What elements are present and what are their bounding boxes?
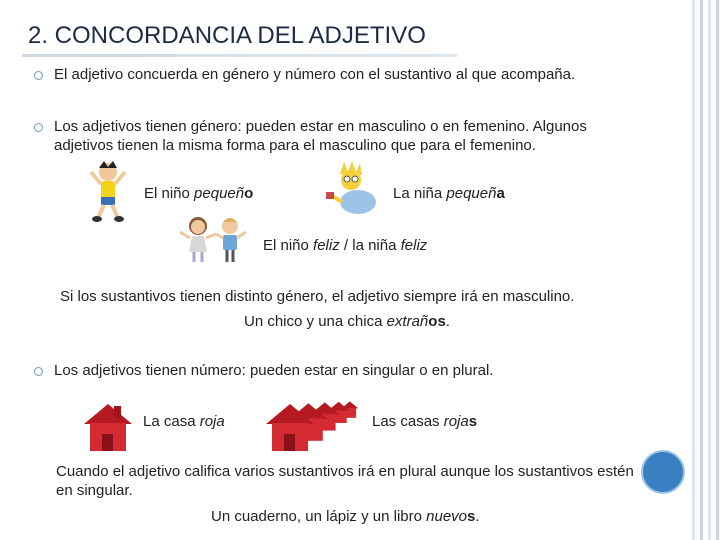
adjective-stem: roja: [443, 413, 469, 430]
rule-gender-mixed: Si los sustantivos tienen distinto género, el adjetivo siempre irá en masculino.: [60, 288, 575, 305]
adjective-stem: pequeñ: [194, 185, 245, 202]
bullet-text-2-line2: adjetivos tienen la misma forma para el masculino que para el femenino.: [54, 137, 536, 154]
red-houses-image: [262, 394, 366, 456]
title-underline: [22, 54, 457, 57]
example-text: La casa: [143, 413, 200, 430]
example-extranos: [244, 312, 450, 331]
rule-number-multiple-line1: Cuando el adjetivo califica varios sustantivos irá en plural aunque los sustantivos estén: [56, 463, 634, 480]
adjective-ending: os: [428, 313, 446, 330]
example-text: La niña: [393, 185, 447, 202]
example-nina-pequena: [393, 184, 505, 203]
example-text: .: [475, 508, 480, 525]
example-text: El niño: [144, 185, 195, 202]
example-text: Un cuaderno, un lápiz y un libro: [211, 508, 427, 525]
red-house-image: [80, 400, 136, 452]
bullet-icon: [34, 367, 43, 376]
adjective-ending: s: [468, 413, 478, 430]
decorative-line: [692, 0, 695, 540]
example-casa-roja: [143, 412, 225, 431]
girl-cartoon-image: [320, 160, 380, 218]
example-text: El niño: [263, 237, 314, 254]
adjective-ending: a: [496, 185, 505, 202]
adjective-stem: extrañ: [386, 313, 429, 330]
example-text: .: [445, 313, 450, 330]
adjective: roja: [199, 413, 225, 430]
bullet-icon: [34, 71, 43, 80]
decorative-line: [716, 0, 719, 540]
adjective: feliz: [313, 237, 340, 254]
decorative-circle: [641, 450, 685, 494]
rule-number-multiple-line2: en singular.: [56, 482, 133, 499]
example-casas-rojas: [372, 412, 477, 431]
bullet-text-3: Los adjetivos tienen número: pueden estar en singular o en plural.: [54, 362, 494, 379]
boy-cartoon-image: [88, 160, 128, 222]
example-text: / la niña: [339, 237, 401, 254]
adjective: feliz: [400, 237, 428, 254]
bullet-text-2-line1: Los adjetivos tienen género: pueden estar en masculino o en femenino. Algunos: [54, 118, 587, 135]
slide-title: 2. CONCORDANCIA DEL ADJETIVO: [28, 22, 426, 49]
decorative-line: [700, 0, 703, 540]
adjective-stem: pequeñ: [446, 185, 497, 202]
happy-kids-image: [178, 214, 250, 266]
adjective-ending: o: [244, 185, 254, 202]
bullet-icon: [34, 123, 43, 132]
example-nuevos: [211, 507, 480, 526]
example-text: Un chico y una chica: [244, 313, 387, 330]
adjective-ending: s: [467, 508, 476, 525]
example-text: Las casas: [372, 413, 444, 430]
decorative-line: [708, 0, 711, 540]
adjective-stem: nuevo: [426, 508, 468, 525]
example-feliz: [263, 236, 427, 255]
example-nino-pequeno: [144, 184, 253, 203]
bullet-text-1: El adjetivo concuerda en género y número con el sustantivo al que acompaña.: [54, 66, 576, 83]
